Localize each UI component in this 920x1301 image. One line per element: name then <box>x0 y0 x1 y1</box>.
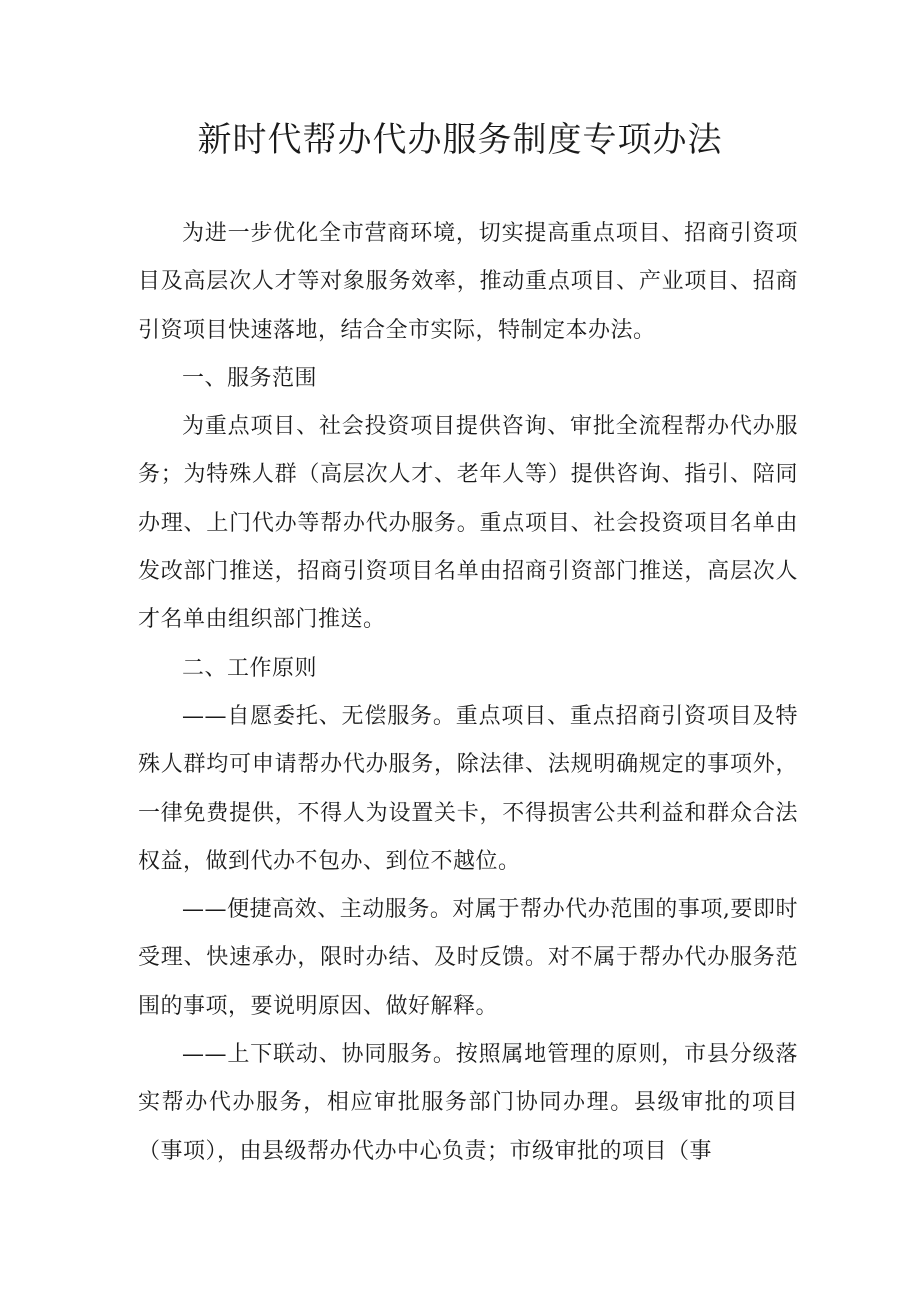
principle-efficient-paragraph: ——便捷高效、主动服务。对属于帮办代办范围的事项,要即时受理、快速承办，限时办结、及时反馈。对不属于帮办代办服务范围的事项，要说明原因、做好解释。 <box>138 897 798 1019</box>
document-title: 新时代帮办代办服务制度专项办法 <box>197 120 723 160</box>
section-heading-service-scope: 一、服务范围 <box>182 365 318 391</box>
document-body <box>138 210 798 1176</box>
principle-voluntary-paragraph: ——自愿委托、无偿服务。重点项目、重点招商引资项目及特殊人群均可申请帮办代办服务，除法律、法规明确规定的事项外，一律免费提供，不得人为设置关卡，不得损害公共利益和群众合法权益，做到代办不包办、到位不越位。 <box>138 703 798 874</box>
principle-coordinated-paragraph: ——上下联动、协同服务。按照属地管理的原则，市县分级落实帮办代办服务，相应审批服务部门协同办理。县级审批的项目（事项），由县级帮办代办中心负责；市级审批的项目（事 <box>138 1042 798 1164</box>
section-heading-work-principles: 二、工作原则 <box>182 655 318 681</box>
service-scope-paragraph: 为重点项目、社会投资项目提供咨询、审批全流程帮办代办服务；为特殊人群（高层次人才、老年人等）提供咨询、指引、陪同办理、上门代办等帮办代办服务。重点项目、社会投资项目名单由发改部门推送，招商引资项目名单由招商引资部门推送，高层次人才名单由组织部门推送。 <box>138 414 798 633</box>
intro-paragraph: 为进一步优化全市营商环境，切实提高重点项目、招商引资项目及高层次人才等对象服务效率，推动重点项目、产业项目、招商引资项目快速落地，结合全市实际，特制定本办法。 <box>138 221 798 343</box>
